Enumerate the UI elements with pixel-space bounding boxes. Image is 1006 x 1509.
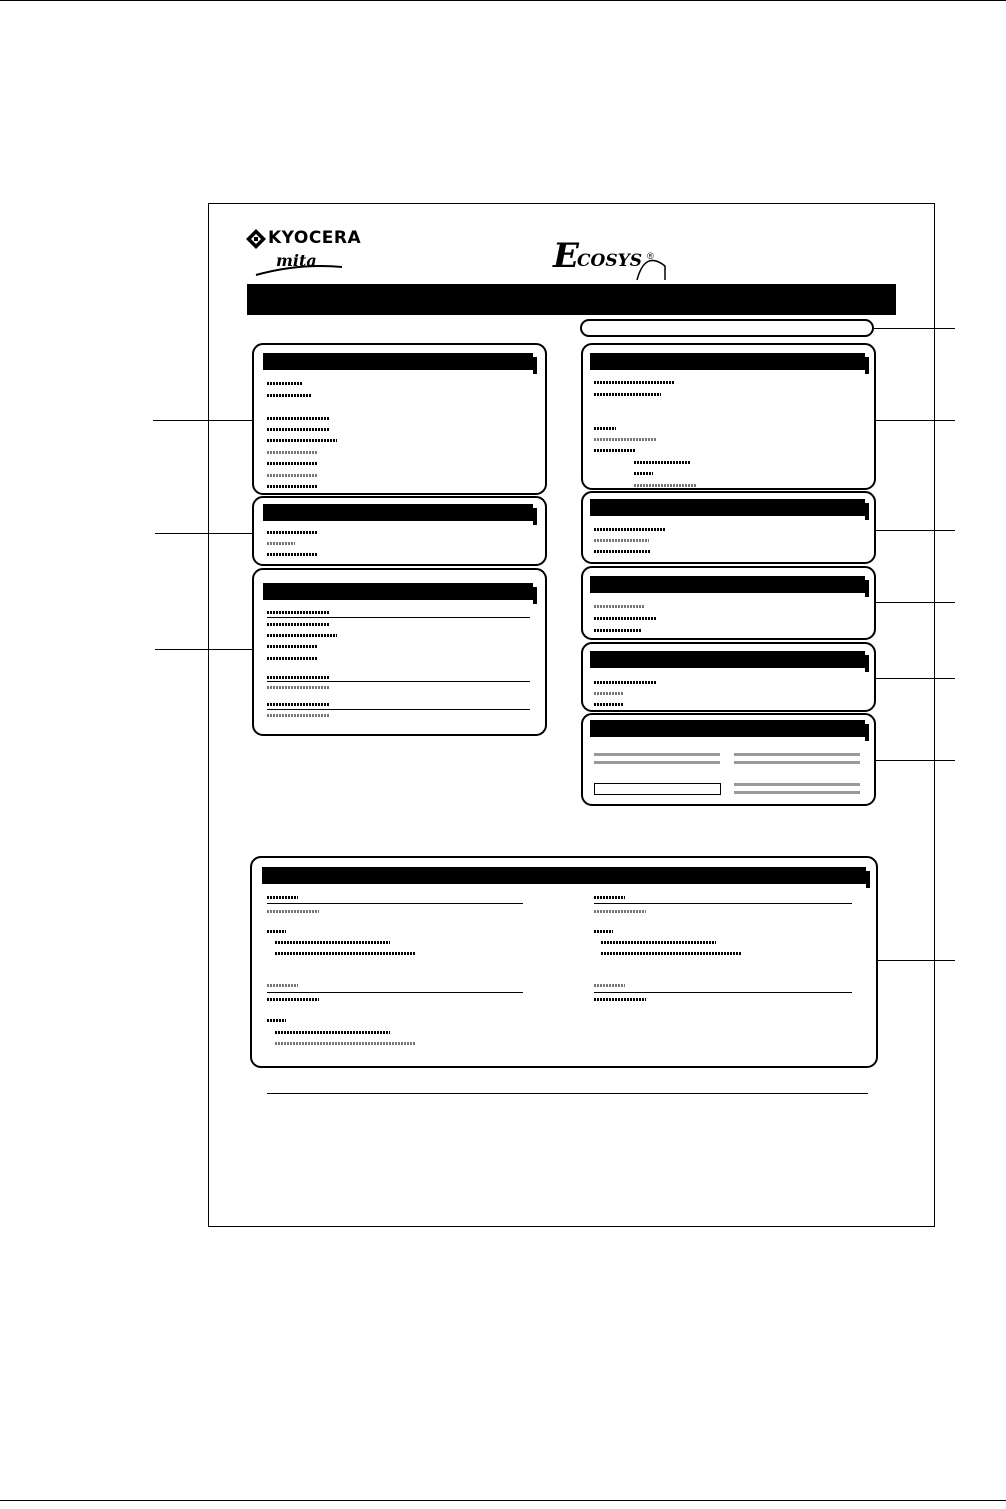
text-line	[267, 714, 330, 717]
text-line	[267, 611, 330, 614]
registered-mark: ®	[647, 251, 654, 261]
text-line	[267, 930, 286, 933]
text-line	[267, 474, 317, 477]
text-line	[594, 681, 657, 684]
text-line	[267, 910, 319, 913]
text-line	[267, 485, 317, 488]
right-panel-1	[581, 343, 876, 490]
left-panel-3	[252, 568, 547, 736]
text-line	[594, 427, 616, 430]
text-line	[267, 451, 317, 454]
text-line	[267, 676, 330, 679]
callout-line-left-2	[155, 533, 252, 534]
bottom-wide-panel	[250, 856, 878, 1068]
callout-line-left-1	[153, 420, 252, 421]
text-line	[275, 1031, 390, 1034]
kyocera-wordmark: KYOCERA	[268, 228, 362, 248]
text-line	[594, 617, 657, 620]
gray-level-bar	[734, 791, 860, 794]
gray-level-bar	[594, 753, 720, 756]
text-line	[267, 553, 317, 556]
section-header-bar	[590, 576, 865, 593]
kyocera-mita-logo	[246, 225, 362, 277]
section-header-bar	[590, 499, 865, 516]
footer-rule	[267, 1093, 868, 1094]
left-panel-2	[252, 496, 547, 566]
text-line	[267, 531, 317, 534]
text-line	[267, 896, 298, 899]
ecosys-wordmark: COSYS	[577, 251, 643, 271]
top-rule	[0, 0, 1006, 1]
callout-line-right-6	[876, 760, 955, 761]
text-line	[267, 394, 311, 397]
text-line	[267, 382, 303, 385]
text-line	[267, 623, 330, 626]
text-line	[267, 634, 337, 637]
text-line	[267, 439, 337, 442]
gray-level-bar	[734, 753, 860, 756]
text-line	[594, 910, 646, 913]
underline	[267, 903, 523, 904]
section-header-bar	[263, 504, 533, 521]
text-line	[634, 461, 690, 464]
ecosys-e-letter: E	[553, 236, 579, 276]
text-line	[267, 542, 295, 545]
callout-line-right-1	[874, 328, 955, 329]
section-header-bar	[590, 720, 865, 737]
gray-level-empty-box	[594, 783, 721, 795]
section-header-bar	[590, 353, 865, 370]
text-line	[267, 686, 330, 689]
text-line	[594, 896, 625, 899]
gray-level-bar	[594, 761, 720, 764]
text-line	[634, 484, 697, 487]
text-line	[267, 1019, 286, 1022]
underline	[594, 992, 852, 993]
text-line	[634, 472, 653, 475]
text-line	[594, 605, 644, 608]
underline	[594, 903, 852, 904]
text-line	[594, 629, 641, 632]
ecosys-logo	[553, 236, 673, 282]
right-panel-5-gray-levels	[581, 713, 876, 806]
gray-level-bar	[734, 761, 860, 764]
text-line	[594, 703, 623, 706]
text-line	[594, 539, 649, 542]
underline	[267, 709, 530, 710]
text-line	[267, 417, 330, 420]
callout-line-right-4	[876, 602, 955, 603]
text-line	[594, 393, 661, 396]
ecosys-arc-icon	[553, 240, 673, 282]
section-header-bar	[262, 867, 866, 884]
text-line	[594, 930, 613, 933]
underline	[267, 617, 530, 618]
text-line	[594, 984, 625, 987]
text-line	[594, 381, 674, 384]
right-panel-2	[581, 491, 876, 564]
right-panel-4	[581, 642, 876, 712]
section-header-bar	[590, 651, 865, 668]
underline	[267, 681, 530, 682]
page-header-bar	[247, 284, 896, 315]
text-line	[601, 952, 741, 955]
text-line	[594, 528, 666, 531]
callout-line-right-3	[876, 530, 955, 531]
text-line	[275, 1042, 415, 1045]
mita-swoosh-icon	[254, 263, 344, 277]
left-panel-1	[252, 343, 547, 495]
text-line	[267, 428, 330, 431]
text-line	[267, 703, 330, 706]
text-line	[267, 462, 317, 465]
callout-line-right-7	[878, 960, 955, 961]
section-header-bar	[263, 583, 533, 600]
text-line	[267, 645, 317, 648]
underline	[267, 992, 523, 993]
gray-level-bar	[734, 783, 860, 786]
text-line	[594, 449, 636, 452]
callout-line-left-3	[155, 649, 252, 650]
right-panel-3	[581, 566, 876, 640]
text-line	[275, 952, 415, 955]
kyocera-mark-icon	[246, 229, 266, 249]
callout-line-right-5	[876, 678, 955, 679]
bottom-rule	[0, 1500, 1006, 1501]
mita-wordmark: mita	[276, 251, 317, 270]
text-line	[267, 657, 317, 660]
text-line	[601, 941, 716, 944]
callout-line-right-2	[876, 420, 955, 421]
text-line	[275, 941, 390, 944]
text-line	[594, 692, 623, 695]
text-line	[594, 438, 657, 441]
page-id-pill	[580, 319, 874, 337]
text-line	[594, 550, 651, 553]
section-header-bar	[263, 353, 533, 370]
text-line	[267, 998, 319, 1001]
text-line	[594, 998, 646, 1001]
text-line	[267, 984, 298, 987]
